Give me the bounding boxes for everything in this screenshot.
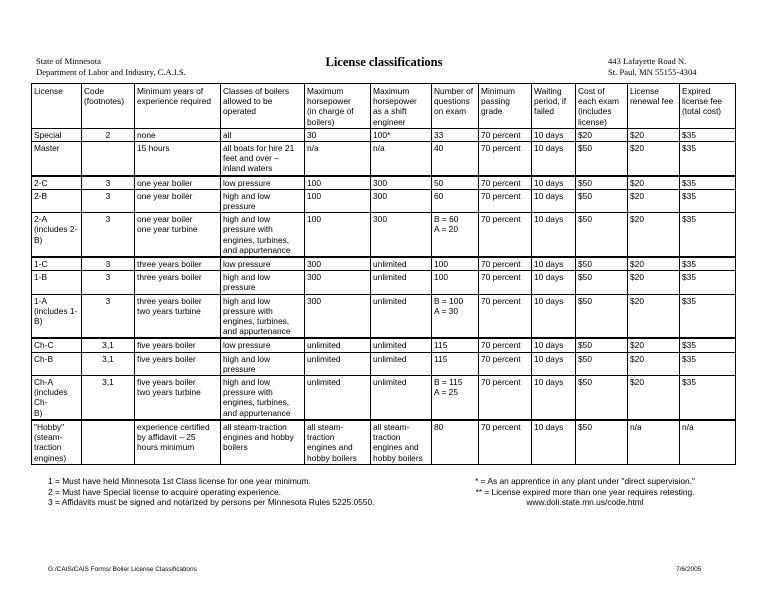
- table-cell: 3: [82, 213, 135, 257]
- table-row: [32, 338, 736, 352]
- table-cell: three years boiler two years turbine: [135, 294, 221, 338]
- footnote-2: 2 = Must have Special license to acquire operating experience.: [48, 486, 282, 497]
- table-cell: 115: [432, 352, 479, 375]
- table-row: [32, 176, 736, 190]
- table-cell: $50: [576, 213, 628, 257]
- table-cell: 33: [432, 128, 479, 141]
- table-cell: 70 percent: [479, 420, 532, 464]
- table-cell: 70 percent: [479, 352, 532, 375]
- table-cell: 100: [432, 257, 479, 271]
- table-cell: none: [135, 128, 221, 141]
- table-cell: one year boiler: [135, 189, 221, 212]
- footnotes-right: [440, 476, 730, 508]
- table-cell: $35: [680, 271, 736, 294]
- footer-date: 7/6/2005: [676, 566, 702, 573]
- table-cell: 80: [432, 420, 479, 464]
- table-row: [32, 376, 736, 420]
- table-cell: B = 60 A = 20: [432, 213, 479, 257]
- column-header: License renewal fee: [628, 84, 680, 129]
- table-cell: 3,1: [82, 376, 135, 420]
- column-header: Code (footnotes): [82, 84, 135, 129]
- table-cell: 70 percent: [479, 213, 532, 257]
- table-cell: 2-C: [32, 176, 82, 190]
- table-cell: 10 days: [532, 376, 576, 420]
- table-cell: 300: [371, 176, 432, 190]
- table-cell: $35: [680, 257, 736, 271]
- table-cell: $35: [680, 352, 736, 375]
- table-cell: $50: [576, 338, 628, 352]
- table-cell: unlimited: [371, 352, 432, 375]
- address-line-2: St. Paul, MN 55155-4304: [608, 67, 697, 77]
- table-cell: $35: [680, 189, 736, 212]
- table-cell: $20: [628, 294, 680, 338]
- table-cell: 100: [305, 189, 371, 212]
- column-header: Minimum years of experience required: [135, 84, 221, 129]
- table-cell: 10 days: [532, 257, 576, 271]
- table-cell: $50: [576, 420, 628, 464]
- table-cell: 3: [82, 271, 135, 294]
- table-cell: 15 hours: [135, 142, 221, 176]
- table-cell: 40: [432, 142, 479, 176]
- table-cell: all steam- traction engines and hobby boilers: [305, 420, 371, 464]
- table-body: [32, 128, 736, 464]
- table-cell: one year boiler one year turbine: [135, 213, 221, 257]
- table-cell: $20: [628, 338, 680, 352]
- table-cell: one year boiler: [135, 176, 221, 190]
- table-cell: $35: [680, 376, 736, 420]
- table-row: [32, 294, 736, 338]
- table-cell: unlimited: [371, 376, 432, 420]
- table-cell: high and low pressure with engines, turbines, and appurtenance: [221, 294, 305, 338]
- table-cell: 300: [305, 257, 371, 271]
- table-cell: all steam-traction engines and hobby boilers: [221, 420, 305, 464]
- table-cell: all boats for hire 21 feet and over – inland waters: [221, 142, 305, 176]
- table-cell: unlimited: [305, 352, 371, 375]
- column-header: Maximum horsepower as a shift engineer: [371, 84, 432, 129]
- table-cell: 115: [432, 338, 479, 352]
- table-row: [32, 128, 736, 141]
- table-row: [32, 420, 736, 464]
- table-cell: low pressure: [221, 257, 305, 271]
- table-cell: 10 days: [532, 142, 576, 176]
- table-cell: 70 percent: [479, 376, 532, 420]
- table-cell: 10 days: [532, 128, 576, 141]
- table-cell: Ch-A (includes Ch- B): [32, 376, 82, 420]
- table-cell: B = 115 A = 25: [432, 376, 479, 420]
- table-cell: 1-C: [32, 257, 82, 271]
- table-cell: Ch-B: [32, 352, 82, 375]
- table-cell: 70 percent: [479, 338, 532, 352]
- column-header: Cost of each exam (includes license): [576, 84, 628, 129]
- table-cell: 10 days: [532, 420, 576, 464]
- table-cell: B = 100 A = 30: [432, 294, 479, 338]
- table-cell: 10 days: [532, 271, 576, 294]
- website-url: www.doli.state.mn.us/code.html: [526, 497, 644, 508]
- table-cell: n/a: [628, 420, 680, 464]
- state-name: State of Minnesota: [36, 56, 101, 66]
- department-name: Department of Labor and Industry, C.A.I.S.: [36, 67, 186, 77]
- table-cell: n/a: [305, 142, 371, 176]
- table-cell: unlimited: [371, 338, 432, 352]
- table-cell: 1-A (includes 1-B): [32, 294, 82, 338]
- table-cell: 300: [305, 294, 371, 338]
- footer-file-path: G:/CAIS/CAIS Forms/ Boiler License Classifications: [48, 566, 197, 573]
- table-cell: unlimited: [305, 338, 371, 352]
- footnote-3: 3 = Affidavits must be signed and notarized by persons per Minnesota Rules 5225.0550.: [48, 497, 375, 508]
- column-header: Waiting period, if failed: [532, 84, 576, 129]
- table-cell: 300: [371, 213, 432, 257]
- table-cell: high and low pressure with engines, turbines, and appurtenance: [221, 376, 305, 420]
- table-cell: 30: [305, 128, 371, 141]
- column-header: Minimum passing grade: [479, 84, 532, 129]
- table-cell: 300: [371, 189, 432, 212]
- table-cell: 50: [432, 176, 479, 190]
- table-cell: 10 days: [532, 338, 576, 352]
- table-cell: $20: [628, 376, 680, 420]
- license-classifications-table: [31, 83, 736, 465]
- table-row: [32, 271, 736, 294]
- table-cell: $20: [628, 189, 680, 212]
- table-row: [32, 213, 736, 257]
- document-header-right: [608, 56, 697, 78]
- table-cell: $35: [680, 142, 736, 176]
- footnote-asterisk: * = As an apprentice in any plant under "direct supervision.": [475, 476, 695, 486]
- column-header: Expired license fee (total cost): [680, 84, 736, 129]
- table-row: [32, 352, 736, 375]
- table-cell: Special: [32, 128, 82, 141]
- table-cell: Master: [32, 142, 82, 176]
- table-cell: 70 percent: [479, 176, 532, 190]
- table-cell: $35: [680, 213, 736, 257]
- table-cell: 1-B: [32, 271, 82, 294]
- table-cell: $50: [576, 294, 628, 338]
- table-cell: 3: [82, 257, 135, 271]
- footnotes-left: [48, 476, 374, 508]
- table-cell: unlimited: [305, 376, 371, 420]
- table-cell: all: [221, 128, 305, 141]
- table-cell: high and low pressure with engines, turbines, and appurtenance: [221, 213, 305, 257]
- table-cell: n/a: [680, 420, 736, 464]
- table-cell: [82, 142, 135, 176]
- table-cell: low pressure: [221, 176, 305, 190]
- table-cell: low pressure: [221, 338, 305, 352]
- table-cell: $20: [628, 176, 680, 190]
- table-cell: $35: [680, 338, 736, 352]
- table-cell: 100: [305, 176, 371, 190]
- table-cell: 2-B: [32, 189, 82, 212]
- table-cell: $20: [576, 128, 628, 141]
- table-cell: experience certified by affidavit – 25 hours minimum: [135, 420, 221, 464]
- table-cell: $20: [628, 128, 680, 141]
- table-cell: three years boiler: [135, 257, 221, 271]
- table-cell: all steam- traction engines and hobby boilers: [371, 420, 432, 464]
- table-cell: $50: [576, 189, 628, 212]
- table-cell: five years boiler: [135, 352, 221, 375]
- table-cell: [82, 420, 135, 464]
- table-cell: 100*: [371, 128, 432, 141]
- table-cell: $50: [576, 176, 628, 190]
- table-cell: $20: [628, 257, 680, 271]
- table-cell: $20: [628, 142, 680, 176]
- table-cell: Ch-C: [32, 338, 82, 352]
- table-cell: $50: [576, 257, 628, 271]
- table-row: [32, 142, 736, 176]
- table-cell: 3,1: [82, 352, 135, 375]
- table-cell: unlimited: [371, 271, 432, 294]
- table-cell: 10 days: [532, 213, 576, 257]
- footnote-1: 1 = Must have held Minnesota 1st Class license for one year minimum.: [48, 476, 311, 486]
- table-cell: 2-A (includes 2-B): [32, 213, 82, 257]
- page-title: License classifications: [325, 55, 443, 69]
- table-cell: high and low pressure: [221, 271, 305, 294]
- column-header: License: [32, 84, 82, 129]
- table-cell: 3: [82, 189, 135, 212]
- table-cell: $50: [576, 142, 628, 176]
- column-header: Number of questions on exam: [432, 84, 479, 129]
- table-cell: 3,1: [82, 338, 135, 352]
- table-cell: $35: [680, 176, 736, 190]
- table-cell: 60: [432, 189, 479, 212]
- table-cell: unlimited: [371, 294, 432, 338]
- table-row: [32, 257, 736, 271]
- table-cell: 100: [432, 271, 479, 294]
- table-row: [32, 189, 736, 212]
- table-cell: 70 percent: [479, 257, 532, 271]
- table-cell: 10 days: [532, 189, 576, 212]
- table-cell: 10 days: [532, 176, 576, 190]
- table-cell: five years boiler two years turbine: [135, 376, 221, 420]
- table-cell: $20: [628, 271, 680, 294]
- column-header: Classes of boilers allowed to be operated: [221, 84, 305, 129]
- table-cell: 10 days: [532, 294, 576, 338]
- address-line-1: 443 Lafayette Road N.: [608, 56, 687, 66]
- table-cell: 3: [82, 176, 135, 190]
- table-cell: n/a: [371, 142, 432, 176]
- column-header: Maximum horsepower (in charge of boilers): [305, 84, 371, 129]
- table-cell: 3: [82, 294, 135, 338]
- table-cell: $20: [628, 213, 680, 257]
- table-cell: $50: [576, 271, 628, 294]
- table-header-row: [32, 84, 736, 129]
- table-cell: three years boiler: [135, 271, 221, 294]
- table-cell: 70 percent: [479, 271, 532, 294]
- table-cell: $35: [680, 128, 736, 141]
- table-cell: 70 percent: [479, 128, 532, 141]
- table-cell: high and low pressure: [221, 352, 305, 375]
- table-cell: 70 percent: [479, 189, 532, 212]
- table-cell: "Hobby" (steam- traction engines): [32, 420, 82, 464]
- table-cell: $35: [680, 294, 736, 338]
- table-cell: 70 percent: [479, 142, 532, 176]
- table-cell: five years boiler: [135, 338, 221, 352]
- table-cell: $50: [576, 352, 628, 375]
- table-cell: 100: [305, 213, 371, 257]
- table-cell: $20: [628, 352, 680, 375]
- table-cell: unlimited: [371, 257, 432, 271]
- table-cell: $50: [576, 376, 628, 420]
- table-cell: high and low pressure: [221, 189, 305, 212]
- footnote-double-asterisk: ** = License expired more than one year requires retesting.: [475, 486, 695, 497]
- table-cell: 2: [82, 128, 135, 141]
- table-cell: 300: [305, 271, 371, 294]
- table-cell: 10 days: [532, 352, 576, 375]
- table-cell: 70 percent: [479, 294, 532, 338]
